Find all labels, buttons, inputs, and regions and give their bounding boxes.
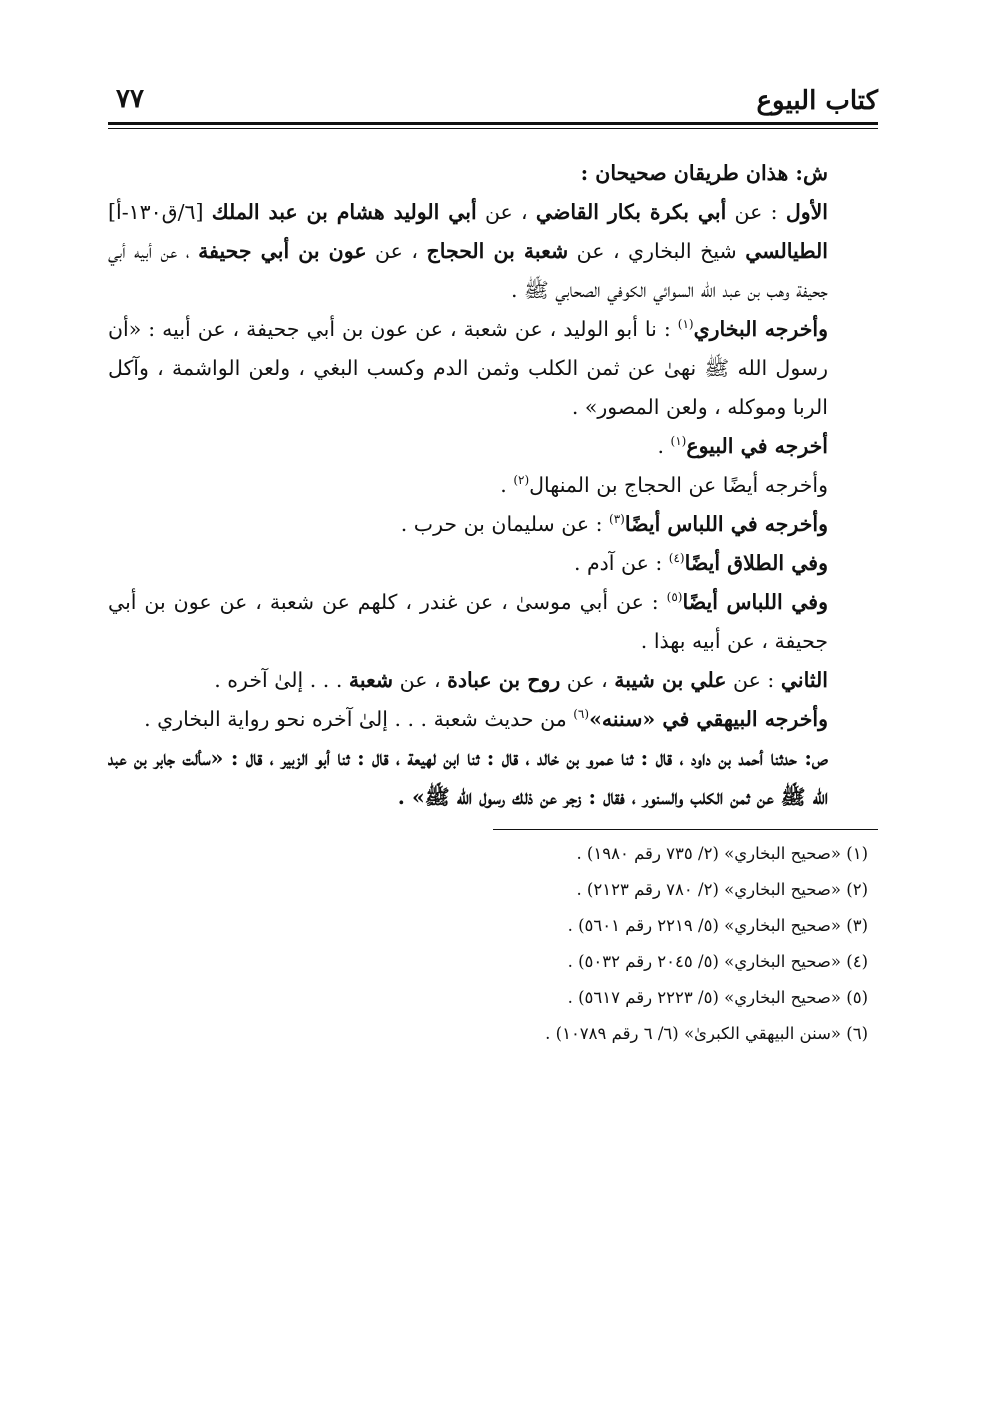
paragraph [108,700,878,739]
paragraph [108,661,878,700]
bold-text-run: ص: حدثنا أحمد بن داود ، قال : ثنا عمرو بن خالد ، قال : ثنا ابن لهيعة ، قال : ثنا أبو الزبير ، قال : «سألت جابر بن عبد الله ﷺ عن ثمن الكلب والسنور ، فقال : زجر عن ذلك رسول الله ﷺ» . [108,746,828,809]
text-run: . . . إلىٰ آخره . [214,668,349,692]
paragraph [108,310,878,427]
footnote: (٢) «صحيح البخاري» (٢/ ٧٨٠ رقم ٢١٢٣) . [576,880,868,899]
text-run: ، عن [393,668,448,692]
paragraph [108,193,878,310]
footnote: (٤) «صحيح البخاري» (٥/ ٢٠٤٥ رقم ٥٠٣٢) . [567,952,868,971]
book-page [108,80,878,1052]
text-run: ، عن [366,239,427,263]
footnote: (١) «صحيح البخاري» (٢/ ٧٣٥ رقم ١٩٨٠) . [576,844,868,863]
footnote-marker: (٤) [668,551,685,566]
footnote-marker: (٥) [666,590,683,605]
bold-text-run: أخرجه في البيوع [686,434,828,458]
paragraph [108,583,878,661]
text-run: من حديث شعبة . . . إلىٰ آخره نحو رواية البخاري . [144,707,574,731]
page-header [108,80,878,130]
paragraph [108,154,878,193]
footnote-marker: (٦) [573,707,590,722]
text-run: : عن [726,668,781,692]
running-title: كتاب البيوع [756,86,878,116]
text-run: . [500,473,514,497]
paragraph [108,466,878,505]
bold-text-run: وفي الطلاق أيضًا [684,551,828,575]
paragraph [108,505,878,544]
bold-text-run: أبي الوليد هشام بن عبد الملك [211,200,477,224]
bold-text-run: الطيالسي [745,239,828,263]
bold-text-run: عون بن أبي جحيفة [198,239,367,263]
page-number: ٧٧ [116,84,144,114]
text-run: شيخ البخاري ، عن [568,239,746,263]
text-run: . [657,434,671,458]
text-run: : عن [726,200,786,224]
footnotes [108,836,878,1052]
footnote: (٥) «صحيح البخاري» (٥/ ٢٢٢٣ رقم ٥٦١٧) . [567,988,868,1007]
footnote-marker: (١) [670,434,687,449]
header-rule-thick [108,122,878,125]
text-run: ، عن [476,200,536,224]
footnote: (٣) «صحيح البخاري» (٥/ ٢٢١٩ رقم ٥٦٠١) . [567,916,868,935]
text-run: وأخرجه أيضًا عن الحجاج بن المنهال [529,473,828,497]
bold-text-run: شعبة [348,668,394,692]
bold-text-run: وفي اللباس أيضًا [682,590,828,614]
bold-text-run: الأول [785,200,828,224]
text-run: ، عن أبيه أبي جحيفة وهب بن عبد الله السوائي الكوفي الصحابي ﷺ . [108,239,828,302]
bold-text-run: أبي بكرة بكار القاضي [535,200,727,224]
text-run: : عن أبي موسىٰ ، عن غندر ، كلهم عن شعبة ، عن عون بن أبي جحيفة ، عن أبيه بهذا . [108,590,828,653]
text-run: ، عن [560,668,615,692]
footnote-marker: (١) [677,317,694,332]
main-text [108,154,878,817]
text-run: : عن آدم . [573,551,669,575]
footnote-marker: (٢) [513,473,530,488]
bold-text-run: علي بن شيبة [614,668,727,692]
bold-text-run: وأخرجه البخاري [693,317,828,341]
bold-text-run: وأخرجه في اللباس أيضًا [624,512,828,536]
paragraph [108,739,878,817]
paragraph [108,427,878,466]
header-rule-thin [108,128,878,129]
text-run: [٦/ق١٣٠-أ] [108,200,212,224]
footnote-separator [493,829,878,830]
bold-text-run: ش: هذان طريقان صحيحان : [580,161,828,185]
footnote-marker: (٣) [609,512,625,527]
bold-text-run: شعبة بن الحجاج [426,239,569,263]
bold-text-run: وأخرجه البيهقي في «سننه» [589,707,828,731]
bold-text-run: روح بن عبادة [447,668,561,692]
text-run: : نا أبو الوليد ، عن شعبة ، عن عون بن أبي جحيفة ، عن أبيه : «أن رسول الله ﷺ نهىٰ عن ثمن الكلب وثمن الدم وكسب البغي ، ولعن الواشمة ، وآكل الربا وموكله ، ولعن المصور» . [108,317,828,419]
footnote: (٦) «سنن البيهقي الكبرىٰ» (٦/ ٦ رقم ١٠٧٨٩) . [545,1024,868,1043]
bold-text-run: الثاني [780,668,828,692]
paragraph [108,544,878,583]
text-run: : عن سليمان بن حرب . [400,512,610,536]
